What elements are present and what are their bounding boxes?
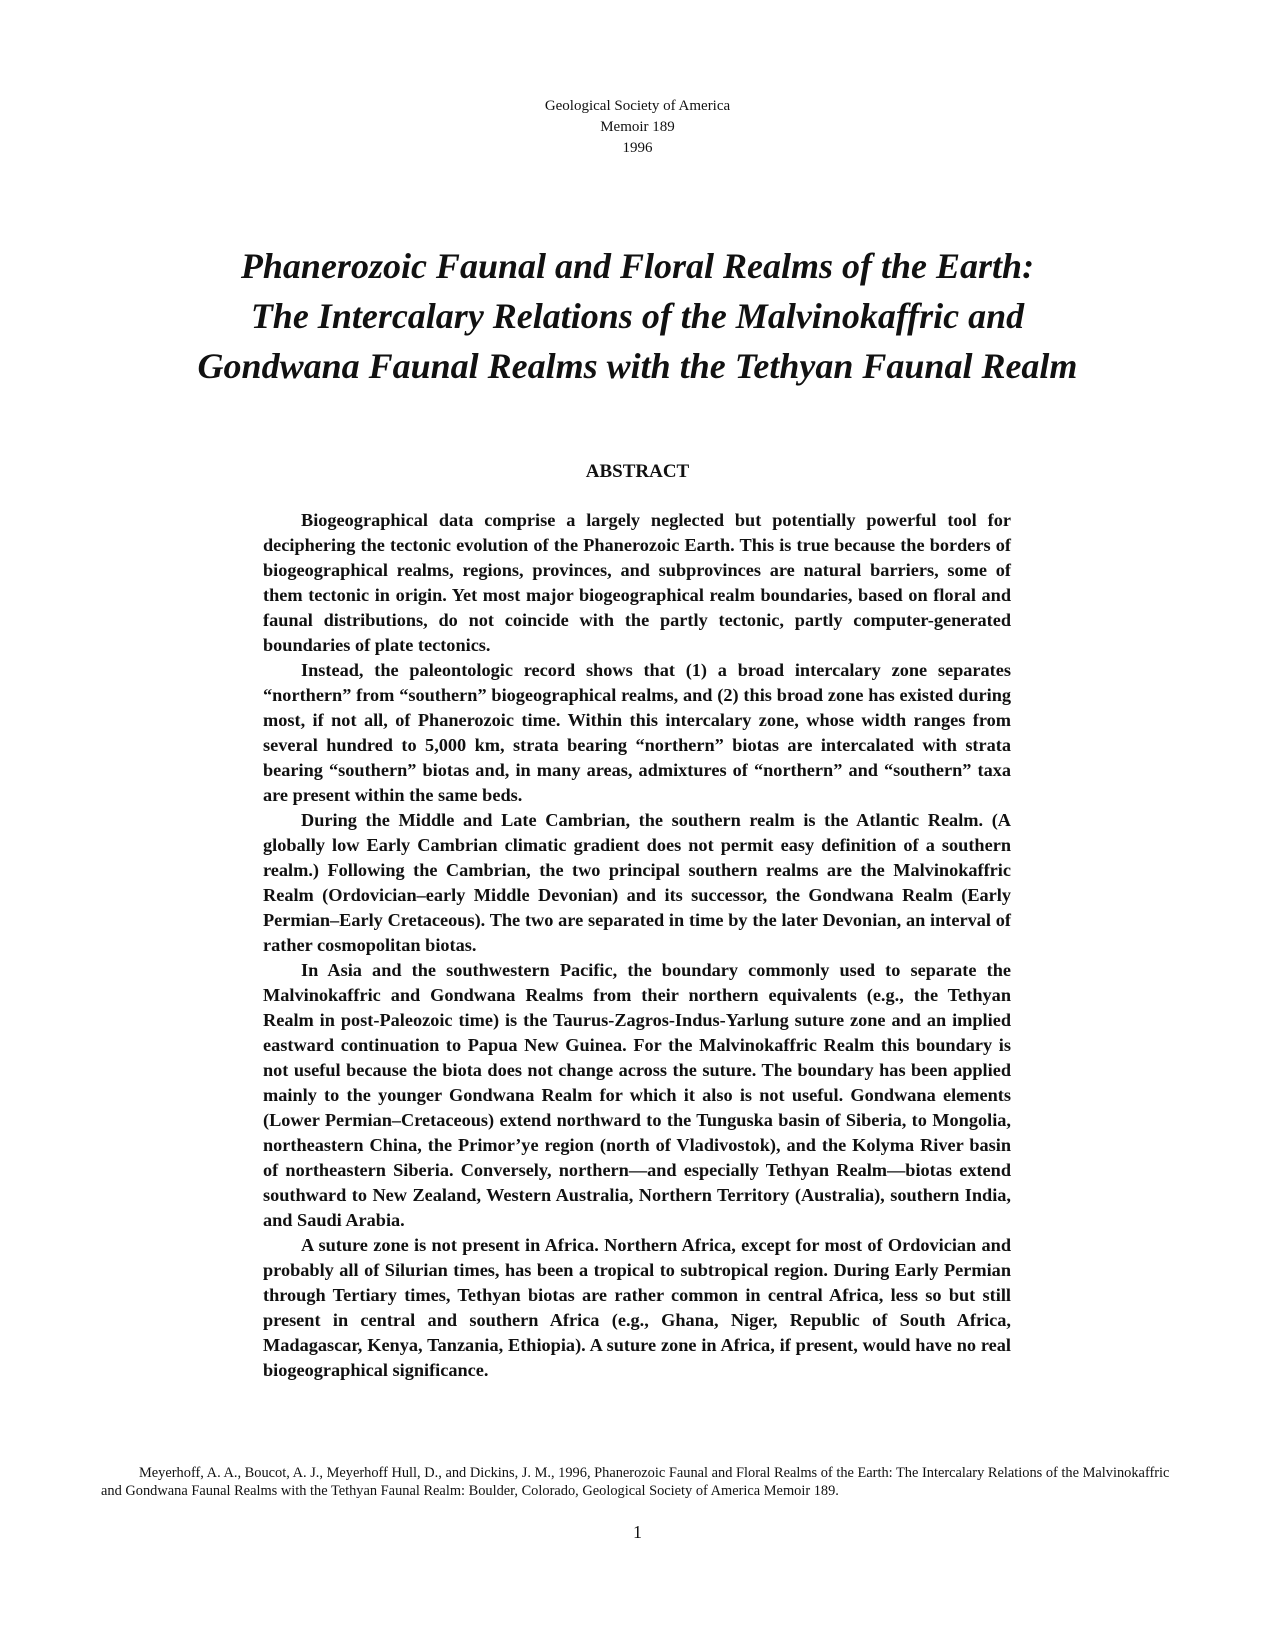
abstract-paragraph-4: In Asia and the southwestern Pacific, the boundary commonly used to separate the Malvinokaffric and Gondwana Realms from their northern equivalents (e.g., the Tethyan Realm in post-Paleozoic time) is the Taurus-Zagros-Indus-Yarlung suture zone and an implied eastward continuation to Papua New Guinea. For the Malvinokaffric Realm this boundary is not useful because the biota does not change across the suture. The boundary has been applied mainly to the younger Gondwana Realm for which it also is not useful. Gondwana elements (Lower Permian–Cretaceous) extend northward to the Tunguska basin of Siberia, to Mongolia, northeastern China, the Primor’ye region (north of Vladivostok), and the Kolyma River basin of northeastern Siberia. Conversely, northern—and especially Tethyan Realm—biotas extend southward to New Zealand, Western Australia, Northern Territory (Australia), southern India, and Saudi Arabia. [263,960,1011,1230]
citation-footnote [101,1464,1175,1500]
memoir-number: Memoir 189 [600,119,675,135]
abstract-paragraph-2: Instead, the paleontologic record shows that (1) a broad intercalary zone separates “northern” from “southern” biogeographical realms, and (2) this broad zone has existed during most, if not all, of Phanerozoic time. Within this intercalary zone, whose width ranges from several hundred to 5,000 km, strata bearing “northern” biotas are intercalated with strata bearing “southern” biotas and, in many areas, admixtures of “northern” and “southern” taxa are present within the same beds. [263,660,1011,805]
paper-title [100,241,1175,391]
citation-text: Meyerhoff, A. A., Boucot, A. J., Meyerhoff Hull, D., and Dickins, J. M., 1996, Phanerozoic Faunal and Floral Realms of the Earth: The Intercalary Relations of the Malvinokaffric and Gondwana Faunal Realms with the Tethyan Faunal Realm: Boulder, Colorado, Geological Society of America Memoir 189. [101,1465,1170,1499]
title-line-2: The Intercalary Relations of the Malvinokaffric and [250,296,1025,336]
publication-year: 1996 [622,140,653,156]
abstract-paragraph-1: Biogeographical data comprise a largely neglected but potentially powerful tool for deciphering the tectonic evolution of the Phanerozoic Earth. This is true because the borders of biogeographical realms, regions, provinces, and subprovinces are natural barriers, some of them tectonic in origin. Yet most major biogeographical realm boundaries, based on floral and faunal distributions, do not coincide with the partly tectonic, partly computer-generated boundaries of plate tectonics. [263,510,1011,655]
abstract-paragraph-3: During the Middle and Late Cambrian, the southern realm is the Atlantic Realm. (A globally low Early Cambrian climatic gradient does not permit easy definition of a southern realm.) Following the Cambrian, the two principal southern realms are the Malvinokaffric Realm (Ordovician–early Middle Devonian) and its successor, the Gondwana Realm (Early Permian–Early Cretaceous). The two are separated in time by the later Devonian, an interval of rather cosmopolitan biotas. [263,810,1011,955]
abstract-paragraph-5: A suture zone is not present in Africa. Northern Africa, except for most of Ordovician and probably all of Silurian times, has been a tropical to subtropical region. During Early Permian through Tertiary times, Tethyan biotas are rather common in central Africa, less so but still present in central and southern Africa (e.g., Ghana, Niger, Republic of South Africa, Madagascar, Kenya, Tanzania, Ethiopia). A suture zone in Africa, if present, would have no real biogeographical significance. [263,1235,1011,1380]
abstract-body [263,508,1011,1383]
publisher-name: Geological Society of America [544,98,731,114]
title-line-1: Phanerozoic Faunal and Floral Realms of the Earth: [240,246,1035,286]
title-line-3: Gondwana Faunal Realms with the Tethyan Faunal Realm [197,346,1078,386]
abstract-heading: ABSTRACT [585,461,690,482]
page-number: 1 [633,1522,642,1542]
publication-header [0,96,1275,159]
